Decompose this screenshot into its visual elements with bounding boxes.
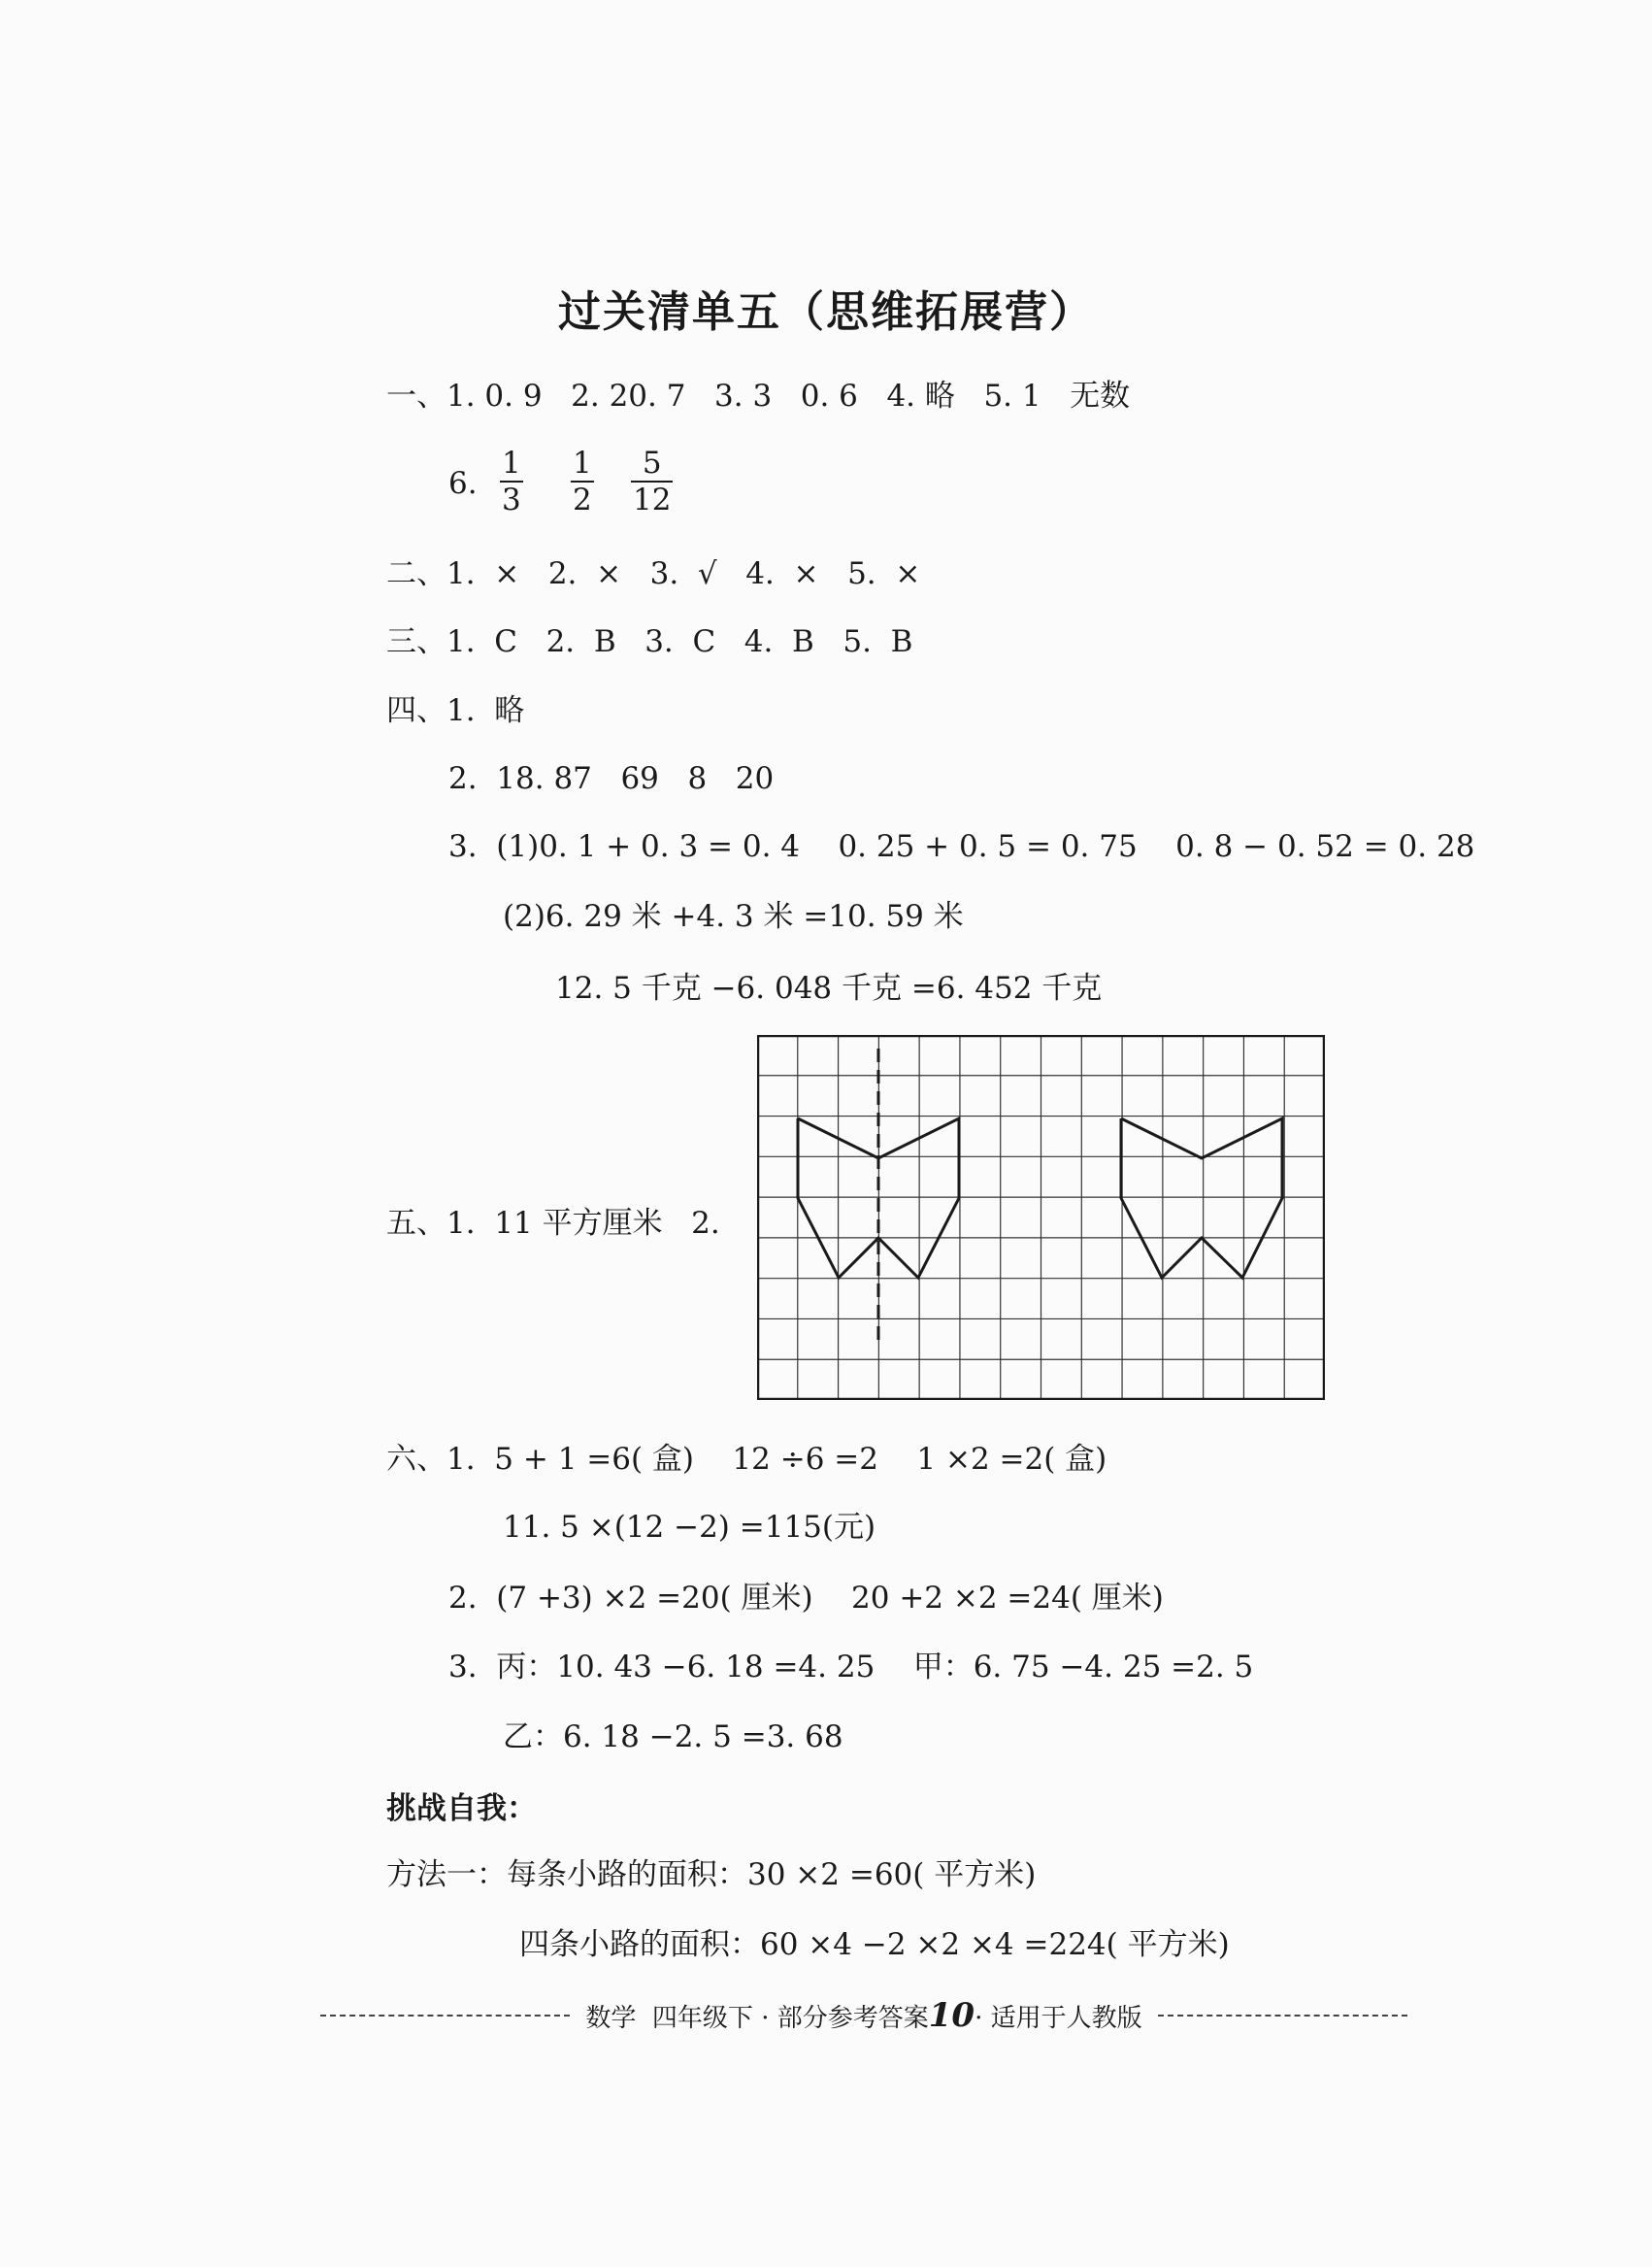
- fraction-5-12: [631, 447, 673, 517]
- section-6-line-4: 3. 丙：10. 43 −6. 18 =4. 25 甲：6. 75 −4. 25 =2. 5: [448, 1650, 1254, 1684]
- section-6-line-3: 2. (7 +3) ×2 =20( 厘米) 20 +2 ×2 =24( 厘米): [448, 1581, 1164, 1616]
- fraction-denominator: 2: [573, 483, 592, 517]
- section-6-line-2: 11. 5 ×(12 −2) =115(元): [503, 1510, 876, 1545]
- mirrored-figure-right: [1121, 1118, 1282, 1278]
- fraction-1-2: [571, 447, 594, 517]
- fraction-denominator: 3: [502, 483, 521, 517]
- section-1-line-1: 一、1. 0. 9 2. 20. 7 3. 3 0. 6 4. 略 5. 1 无数: [386, 379, 1131, 414]
- challenge-line-1: 方法一：每条小路的面积：30 ×2 =60( 平方米): [386, 1857, 1037, 1892]
- page-footer: [320, 1996, 1407, 2035]
- footer-right-text: · 适用于人教版: [975, 2004, 1142, 2033]
- footer-dash-left: [320, 2015, 570, 2017]
- fraction-numerator: 1: [502, 446, 521, 481]
- footer-left-text: 数学 四年级下 · 部分参考答案: [585, 2004, 929, 2033]
- page-number: 10: [928, 1996, 975, 2035]
- footer-dash-right: [1158, 2015, 1407, 2017]
- footer-text: [570, 1996, 1157, 2035]
- grid-lines: [757, 1035, 1325, 1400]
- section-3-line: 三、1. C 2. B 3. C 4. B 5. B: [386, 624, 913, 659]
- fraction-numerator: 1: [573, 446, 592, 481]
- section-5-line: 五、1. 11 平方厘米 2.: [386, 1206, 720, 1241]
- section-6-line-5: 乙：6. 18 −2. 5 =3. 68: [503, 1719, 843, 1754]
- fraction-numerator: 5: [642, 446, 662, 481]
- section-4-line-4: (2)6. 29 米 +4. 3 米 =10. 59 米: [503, 899, 964, 934]
- fraction-denominator: 12: [633, 483, 672, 517]
- challenge-line-2: 四条小路的面积：60 ×4 −2 ×2 ×4 =224( 平方米): [519, 1927, 1230, 1962]
- section-2-line: 二、1. × 2. × 3. √ 4. × 5. ×: [386, 556, 921, 591]
- section-4-line-3: 3. (1)0. 1 + 0. 3 = 0. 4 0. 25 + 0. 5 = 0. 75 0. 8 − 0. 52 = 0. 28: [448, 829, 1475, 864]
- section-4-line-2: 2. 18. 87 69 8 20: [448, 761, 775, 796]
- symmetry-grid-figure: [757, 1035, 1325, 1400]
- page-title: 过关清单五（思维拓展营）: [558, 287, 1094, 337]
- section-4-line-1: 四、1. 略: [386, 693, 525, 728]
- section-4-line-5: 12. 5 千克 −6. 048 千克 =6. 452 千克: [555, 971, 1103, 1006]
- section-1-q6-label: 6.: [448, 466, 478, 501]
- fraction-1-3: [500, 447, 523, 517]
- section-6-line-1: 六、1. 5 + 1 =6( 盒) 12 ÷6 =2 1 ×2 =2( 盒): [386, 1442, 1107, 1477]
- challenge-heading: 挑战自我：: [386, 1791, 537, 1826]
